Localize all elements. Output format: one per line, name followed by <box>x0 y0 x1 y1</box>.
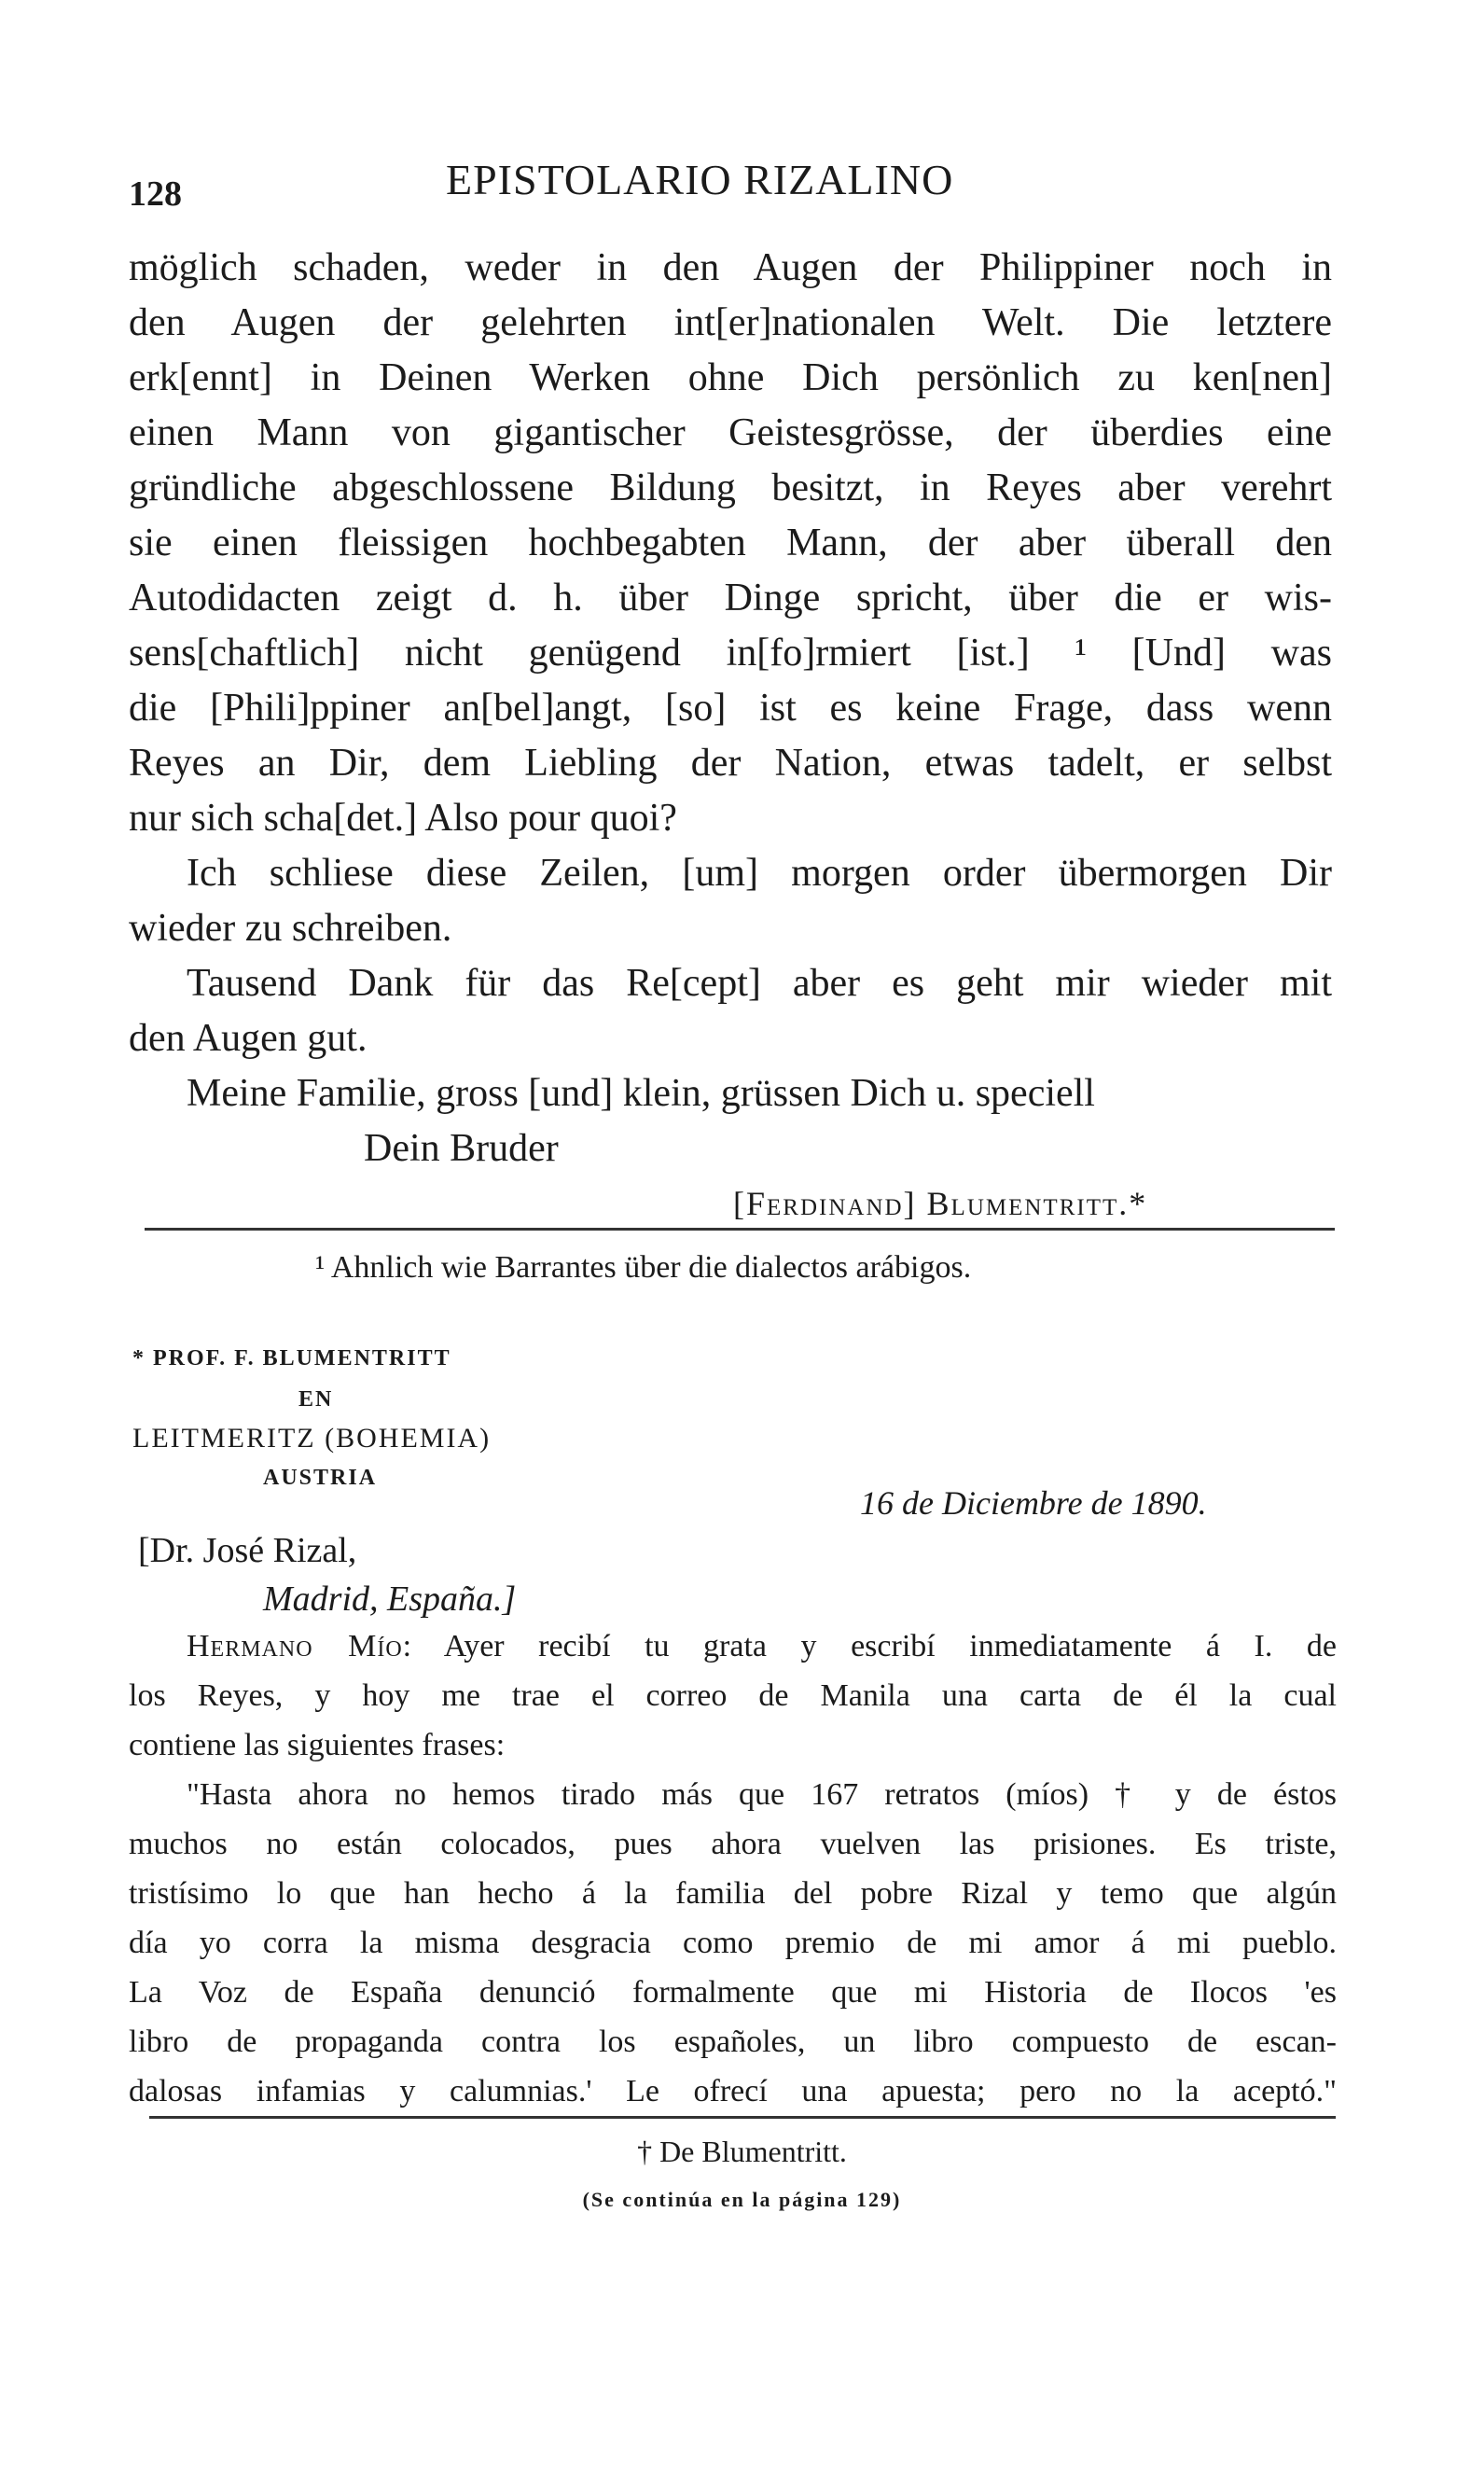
text-line: sie einen fleissigen hochbegabten Mann, der aber überall den <box>129 522 1332 564</box>
text-line: Autodidacten zeigt d. h. über Dinge spricht, über die er wis- <box>129 577 1332 619</box>
text-line: La Voz de España denunció formalmente que mi Historia de Ilocos 'es <box>129 1975 1337 2010</box>
address-line: EN <box>298 1387 334 1412</box>
letter-date: 16 de Diciembre de 1890. <box>860 1484 1207 1522</box>
text-line: gründliche abgeschlossene Bildung besitzt, in Reyes aber verehrt <box>129 466 1332 509</box>
text-line <box>129 1621 1337 1671</box>
continued-note: (Se continúa en la página 129) <box>582 2188 902 2211</box>
signature: [Ferdinand] Blumentritt.* <box>733 1185 1148 1222</box>
text-line: Meine Familie, gross [und] klein, grüssen Dich u. speciell <box>187 1072 1095 1115</box>
text-line: erk[ennt] in Deinen Werken ohne Dich persönlich zu ken[nen] <box>129 356 1332 399</box>
text-line: möglich schaden, weder in den Augen der Philippiner noch in <box>129 246 1332 289</box>
text-line: muchos no están colocados, pues ahora vuelven las prisiones. Es triste, <box>129 1827 1337 1861</box>
footnote-rule-2 <box>149 2116 1336 2119</box>
text-line: día yo corra la misma desgracia como premio de mi amor á mi pueblo. <box>129 1926 1337 1960</box>
text-line: den Augen der gelehrten int[er]nationalen Welt. Die letztere <box>129 301 1332 344</box>
text-line: Tausend Dank für das Re[cept] aber es geht mir wieder mit <box>187 962 1332 1005</box>
text-line: einen Mann von gigantischer Geistesgrösse, der überdies eine <box>129 411 1332 454</box>
page-header <box>129 147 1341 213</box>
text-line: "Hasta ahora no hemos tirado más que 167 retratos (míos) † y de éstos <box>187 1777 1337 1812</box>
text-line: nur sich scha[det.] Also pour quoi? <box>129 797 677 840</box>
address-line: LEITMERITZ (BOHEMIA) <box>132 1423 492 1454</box>
text-line: sens[chaftlich] nicht genügend in[fo]rmiert [ist.] ¹ [Und] was <box>129 632 1332 675</box>
page-number: 128 <box>129 174 182 214</box>
footnote-rule <box>145 1228 1335 1231</box>
text-line: dalosas infamias y calumnias.' Le ofrecí una apuesta; pero no la aceptó." <box>129 2074 1337 2108</box>
letter-1-body <box>129 241 1332 1232</box>
text-line: contiene las siguientes frases: <box>129 1728 506 1762</box>
footnote-2: † De Blumentritt. <box>637 2135 847 2168</box>
text-line: Ich schliese diese Zeilen, [um] morgen order übermorgen Dir <box>187 852 1332 895</box>
recipient-place-text: Madrid, España.] <box>263 1579 517 1619</box>
closing-line: Dein Bruder <box>364 1127 559 1170</box>
text-line: die [Phili]ppiner an[bel]angt, [so] ist es keine Frage, dass wenn <box>129 687 1332 730</box>
text-line: den Augen gut. <box>129 1017 368 1060</box>
salutation: Hermano Mío <box>187 1629 403 1663</box>
text-line: Reyes an Dir, dem Liebling der Nation, etwas tadelt, er selbst <box>129 742 1332 785</box>
letter-2-body <box>129 1621 1337 2116</box>
address-line: * PROF. F. BLUMENTRITT <box>132 1346 451 1371</box>
footnote-1: ¹ Ahnlich wie Barrantes über die dialectos arábigos. <box>315 1250 972 1285</box>
recipient-name: [Dr. José Rizal, <box>138 1531 357 1570</box>
text-line: libro de propaganda contra los españoles, un libro compuesto de escan- <box>129 2025 1337 2059</box>
text-line: tristísimo lo que han hecho á la familia del pobre Rizal y temo que algún <box>129 1876 1337 1911</box>
text-line: los Reyes, y hoy me trae el correo de Manila una carta de él la cual <box>129 1678 1337 1713</box>
address-line: AUSTRIA <box>263 1466 378 1490</box>
text-line: wieder zu schreiben. <box>129 907 452 950</box>
running-title: EPISTOLARIO RIZALINO <box>446 156 954 203</box>
recipient-place <box>263 1579 516 1620</box>
text-span: : Ayer recibí tu grata y escribí inmediatamente á I. de <box>402 1629 1337 1663</box>
